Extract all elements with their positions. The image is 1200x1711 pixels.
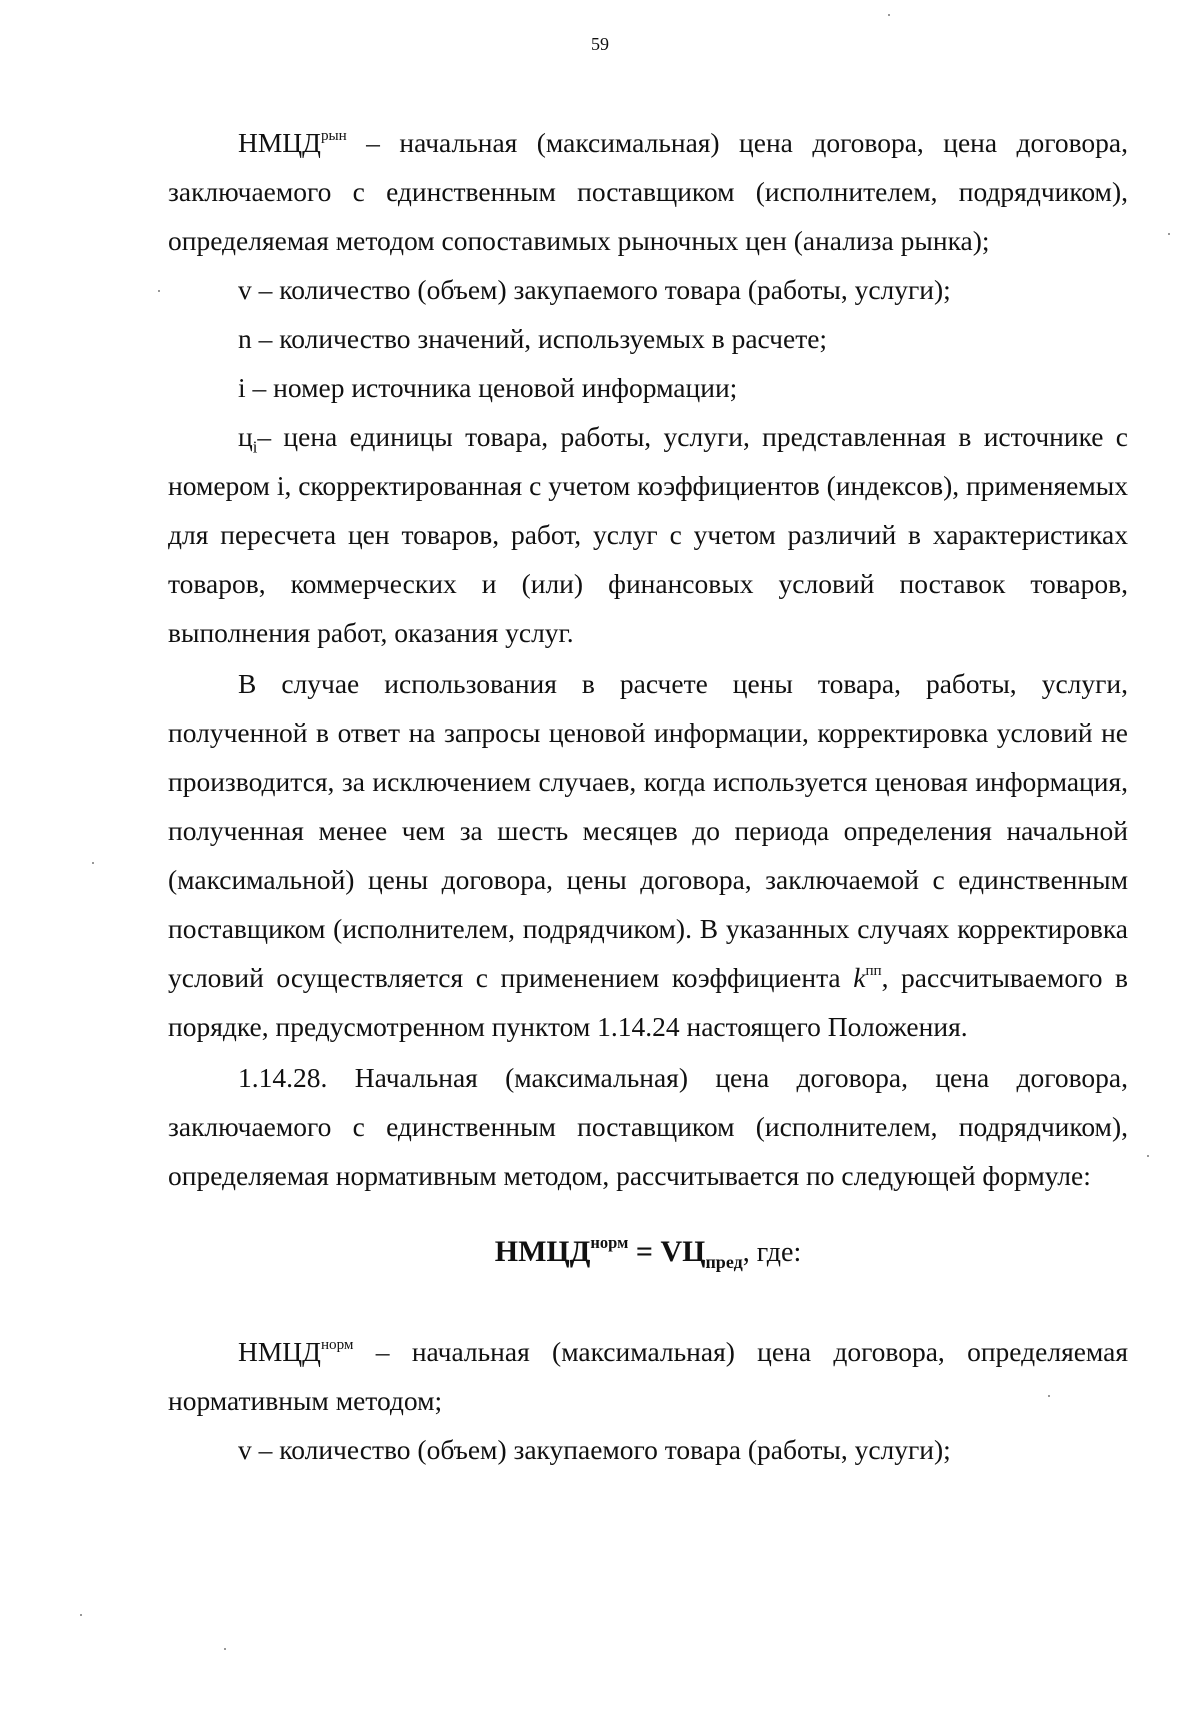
scan-speck <box>888 14 890 16</box>
paragraph-text: В случае использования в расчете цены товара, работы, услуги, полученной в ответ на запросы ценовой информации, корректировка условий не производится, за исключением случаев, когда используется ценовая информация, полученная менее чем за шесть месяцев до периода определения начальной (максимальной) цены договора, цены договора, заключаемой с единственным поставщиком (исполнителем, подрядчиком). В указанных случаях корректировка условий осуществляется с применением коэффициента <box>168 668 1128 993</box>
scan-speck <box>1168 233 1170 235</box>
k-superscript: пп <box>865 962 882 979</box>
definition-v-norm: v – количество (объем) закупаемого товара (работы, услуги); <box>238 1434 951 1465</box>
formula-lhs: НМЦД <box>494 1235 591 1268</box>
nmcd-symbol: НМЦД <box>238 127 321 158</box>
paragraph-1-14-28: 1.14.28. Начальная (максимальная) цена договора, цена договора, заключаемого с единственным поставщиком (исполнителем, подрядчиком), определяемая нормативным методом, рассчитывается по следующей формуле: <box>168 1062 1128 1191</box>
formula-norm <box>168 1224 1128 1281</box>
formula-rhs-subscript: пред <box>705 1252 743 1272</box>
nmcd-symbol: НМЦД <box>238 1336 321 1367</box>
definition-n: n – количество значений, используемых в расчете; <box>238 323 828 354</box>
scan-speck <box>224 1648 226 1650</box>
definition-nmcd-market <box>168 118 1128 265</box>
definition-i: i – номер источника ценовой информации; <box>238 372 738 403</box>
paragraph-text: , рассчитываемого в порядке, предусмотренном пунктом 1.14.24 настоящего Положения. <box>168 962 1129 1042</box>
definition-ci <box>168 412 1128 657</box>
nmcd-superscript: рын <box>320 127 347 144</box>
definition-text: – начальная (максимальная) цена договора, цена договора, заключаемого с единственным поставщиком (исполнителем, подрядчиком), определяемая методом сопоставимых рыночных цен (анализа рынка); <box>168 127 1128 256</box>
ci-subscript: i <box>252 437 258 457</box>
scan-speck <box>1048 1395 1050 1397</box>
nmcd-superscript: норм <box>320 1336 354 1353</box>
definition-v: v – количество (объем) закупаемого товара (работы, услуги); <box>238 274 951 305</box>
formula-where: , где: <box>742 1237 802 1268</box>
formula-rhs: VЦ <box>660 1235 706 1268</box>
paragraph-adjustment <box>168 659 1128 1051</box>
k-symbol: k <box>853 962 866 993</box>
scan-speck <box>158 290 160 292</box>
formula-lhs-superscript: норм <box>590 1232 629 1252</box>
page-number: 59 <box>591 34 609 54</box>
formula-equals: = <box>628 1235 661 1268</box>
definition-nmcd-norm <box>168 1327 1128 1425</box>
document-body <box>168 118 1128 1474</box>
definition-text: – цена единицы товара, работы, услуги, представленная в источнике с номером i, скорректированная с учетом коэффициентов (индексов), применяемых для пересчета цен товаров, работ, услуг с учетом различий в характеристиках товаров, коммерческих и (или) финансовых условий поставок товаров, выполнения работ, оказания услуг. <box>168 421 1128 648</box>
scan-speck <box>92 862 94 864</box>
definition-text: – начальная (максимальная) цена договора, определяемая нормативным методом; <box>168 1336 1128 1416</box>
scan-speck <box>80 1614 82 1616</box>
ci-symbol: ц <box>238 421 253 452</box>
scan-speck <box>1147 1155 1149 1157</box>
